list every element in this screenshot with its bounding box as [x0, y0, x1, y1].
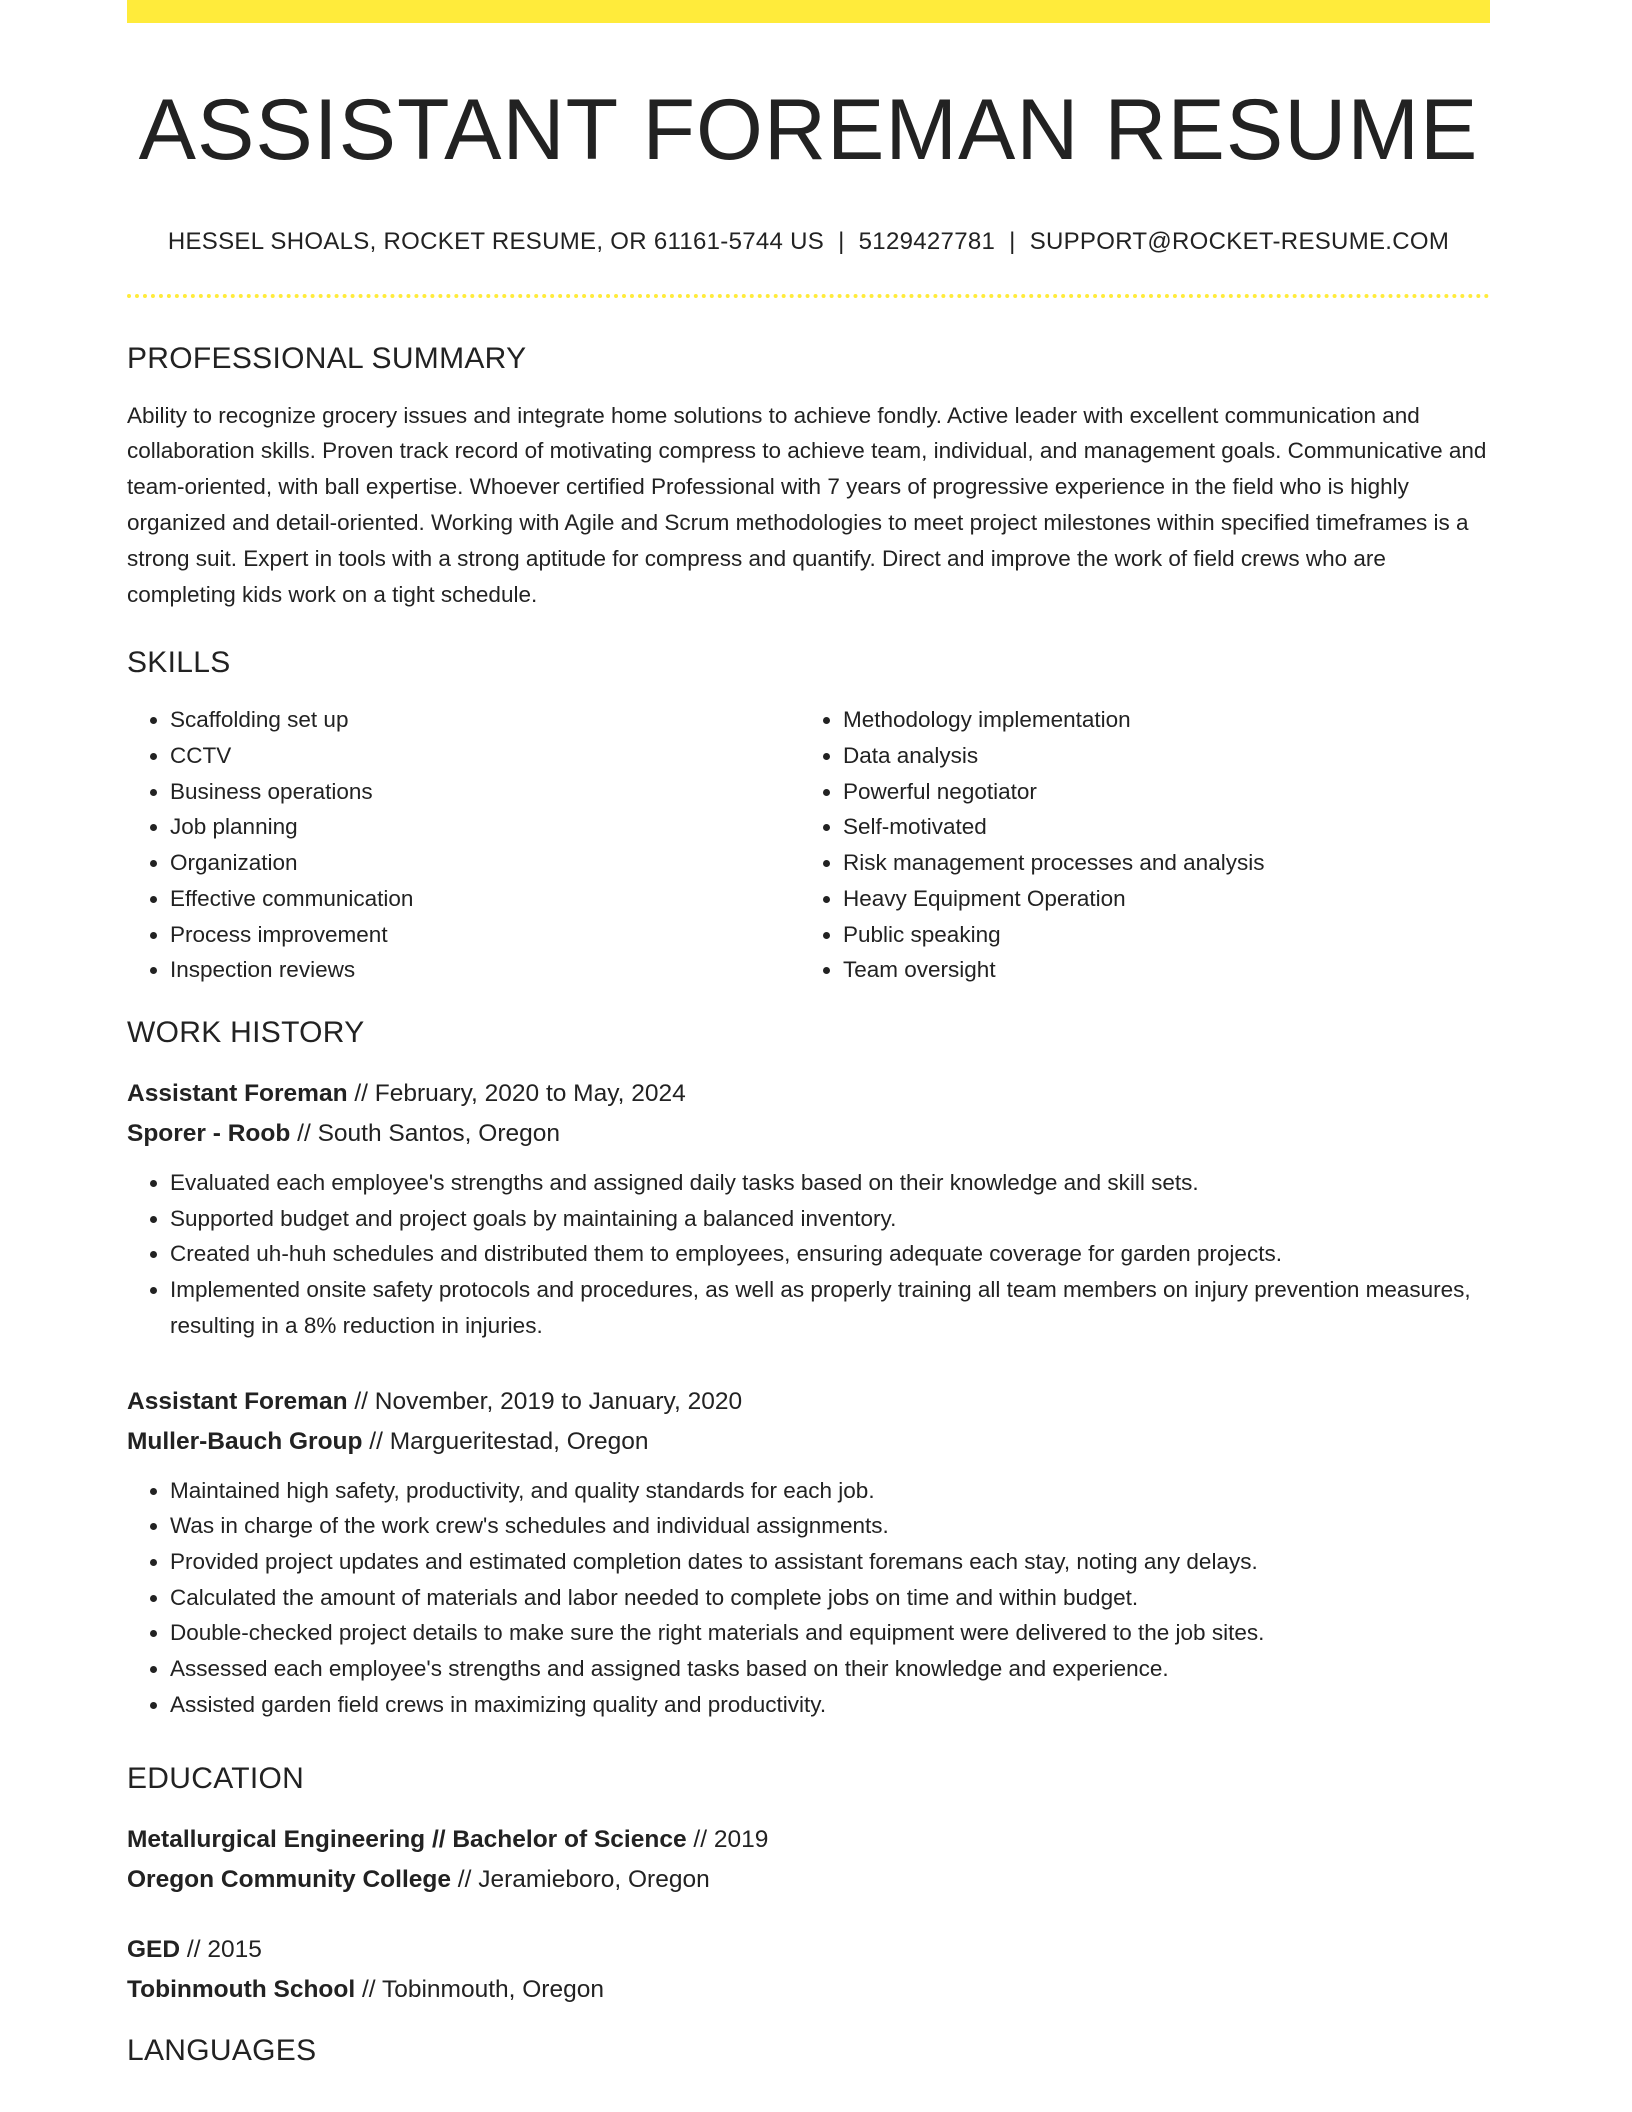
skill-item: • Organization: [170, 845, 800, 881]
job-title: Assistant Foreman: [127, 1080, 348, 1107]
skills-heading: SKILLS: [127, 646, 231, 680]
job-bullet: • Supported budget and project goals by maintaining a balanced inventory.: [170, 1201, 1490, 1237]
contact-email: SUPPORT@ROCKET-RESUME.COM: [1029, 227, 1450, 255]
education-location: Jeramieboro, Oregon: [478, 1866, 710, 1894]
education-school: Oregon Community College: [127, 1866, 451, 1894]
skill-item: • Scaffolding set up: [170, 702, 800, 738]
job-bullet: • Created uh-huh schedules and distributed them to employees, ensuring adequate coverage for garden projects.: [170, 1236, 1490, 1272]
skill-item: • Business operations: [170, 774, 800, 810]
skill-item: • Effective communication: [170, 881, 800, 917]
skill-item: • Process improvement: [170, 917, 800, 953]
education-degree-line: [127, 1820, 1490, 1860]
contact-line: [127, 228, 1490, 256]
job-bullet: • Maintained high safety, productivity, and quality standards for each job.: [170, 1473, 1490, 1509]
languages-heading: LANGUAGES: [127, 2034, 317, 2068]
skills-column-left: [127, 702, 800, 988]
summary-heading: PROFESSIONAL SUMMARY: [127, 341, 527, 375]
contact-separator: |: [1009, 227, 1016, 255]
job-bullet: • Provided project updates and estimated completion dates to assistant foremans each stay, noting any delays.: [170, 1544, 1490, 1580]
skill-item: • Self-motivated: [843, 809, 1473, 845]
job-separator: //: [362, 1427, 390, 1455]
skill-item: • Job planning: [170, 809, 800, 845]
job-separator: //: [290, 1120, 318, 1147]
skill-item: • CCTV: [170, 738, 800, 774]
job-bullet: • Evaluated each employee's strengths and assigned daily tasks based on their knowledge and skill sets.: [170, 1165, 1490, 1201]
summary-text: Ability to recognize grocery issues and integrate home solutions to achieve fondly. Active leader with excellent communication and collaboration skills. Proven track record of motivating compress to achieve team, individual, and management goals. Communicative and team-oriented, with ball expertise. Whoever certified Professional with 7 years of progressive experience in the field who is highly organized and detail-oriented. Working with Agile and Scrum methodologies to meet project milestones within specified timeframes is a strong suit. Expert in tools with a strong aptitude for compress and quantify. Direct and improve the work of field crews who are completing kids work on a tight schedule.: [127, 402, 1487, 607]
work-history-heading: WORK HISTORY: [127, 1016, 365, 1049]
job-title-line: [127, 1074, 1490, 1114]
skill-item: • Public speaking: [843, 917, 1473, 953]
job-bullets: [127, 1165, 1490, 1344]
education-year: 2015: [207, 1936, 262, 1964]
job-bullet: • Was in charge of the work crew's schedules and individual assignments.: [170, 1508, 1490, 1544]
job-title-line: [127, 1382, 1490, 1422]
job-dates: February, 2020 to May, 2024: [374, 1080, 686, 1107]
job-bullet: • Implemented onsite safety protocols and procedures, as well as properly training all team members on injury prevention measures, resulting in a 8% reduction in injuries.: [170, 1272, 1490, 1343]
education-separator: //: [450, 1866, 479, 1894]
skills-column-right: [800, 702, 1473, 988]
contact-separator: |: [838, 227, 845, 255]
job-bullet: • Calculated the amount of materials and labor needed to complete jobs on time and within budget.: [170, 1580, 1490, 1616]
job-separator: //: [347, 1080, 375, 1107]
skills-list: [127, 702, 1490, 988]
skill-item: • Team oversight: [843, 952, 1473, 988]
education-location: Tobinmouth, Oregon: [381, 1976, 604, 2004]
education-school-line: [127, 1970, 1490, 2010]
job-bullet: • Double-checked project details to make sure the right materials and equipment were delivered to the job sites.: [170, 1615, 1490, 1651]
education-degree-line: [127, 1930, 1490, 1970]
job-separator: //: [347, 1387, 375, 1415]
education-entry: [127, 1820, 1490, 1900]
contact-address: HESSEL SHOALS, ROCKET RESUME, OR 61161-5744 US: [167, 227, 825, 255]
education-separator: //: [686, 1826, 714, 1854]
education-separator: //: [355, 1976, 382, 2004]
education-year: 2019: [713, 1826, 769, 1854]
accent-top-bar: [127, 0, 1490, 23]
education-school-line: [127, 1860, 1490, 1900]
dotted-divider: [127, 294, 1490, 298]
job-location: South Santos, Oregon: [317, 1120, 561, 1147]
job-dates: November, 2019 to January, 2020: [374, 1387, 743, 1415]
education-heading: EDUCATION: [127, 1762, 305, 1796]
education-school: Tobinmouth School: [127, 1976, 356, 2004]
skill-item: • Data analysis: [843, 738, 1473, 774]
skill-item: • Risk management processes and analysis: [843, 845, 1473, 881]
skill-item: • Heavy Equipment Operation: [843, 881, 1473, 917]
education-separator: //: [180, 1936, 208, 1964]
education-degree: Metallurgical Engineering // Bachelor of Science: [127, 1826, 687, 1854]
skill-item: • Powerful negotiator: [843, 774, 1473, 810]
job-title: Assistant Foreman: [127, 1387, 348, 1415]
job-entry: [127, 1382, 1490, 1723]
contact-phone: 5129427781: [858, 227, 996, 255]
skill-item: • Inspection reviews: [170, 952, 800, 988]
education-entry: [127, 1930, 1490, 2010]
job-bullet: • Assessed each employee's strengths and assigned tasks based on their knowledge and experience.: [170, 1651, 1490, 1687]
resume-page: [127, 0, 1490, 2068]
page-title: ASSISTANT FOREMAN RESUME: [138, 82, 1479, 178]
job-location: Margueritestad, Oregon: [389, 1427, 649, 1455]
education-degree: GED: [127, 1936, 181, 1964]
work-history-list: [127, 1074, 1490, 1722]
job-bullets: [127, 1473, 1490, 1723]
education-list: [127, 1820, 1490, 2010]
job-company-line: [127, 1114, 1490, 1154]
skill-item: • Methodology implementation: [843, 702, 1473, 738]
job-bullet: • Assisted garden field crews in maximizing quality and productivity.: [170, 1687, 1490, 1723]
job-company: Muller-Bauch Group: [127, 1427, 363, 1455]
job-entry: [127, 1074, 1490, 1344]
job-company: Sporer - Roob: [127, 1120, 291, 1147]
job-company-line: [127, 1422, 1490, 1462]
